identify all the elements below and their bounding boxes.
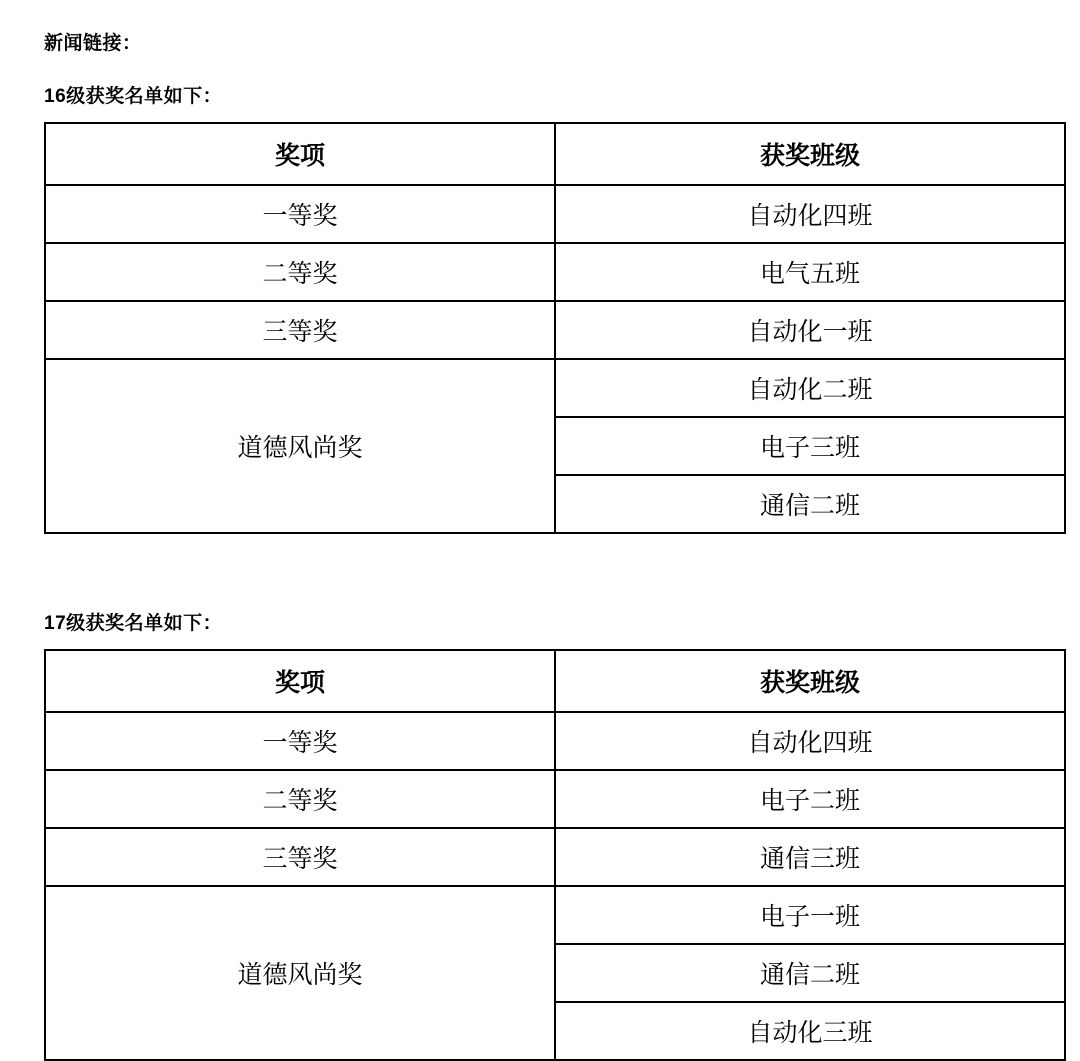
class-cell: 自动化四班	[555, 712, 1065, 770]
class-cell: 通信二班	[555, 944, 1065, 1002]
award-cell: 一等奖	[45, 185, 555, 243]
column-header-class: 获奖班级	[555, 650, 1065, 712]
table-row	[45, 185, 1065, 243]
table-row	[45, 828, 1065, 886]
section-title-17: 17级获奖名单如下：	[44, 613, 223, 634]
column-header-award: 奖项	[45, 123, 555, 185]
award-table-16	[44, 122, 1066, 534]
section-17	[44, 608, 1036, 1061]
table-row	[45, 359, 1065, 417]
table-row	[45, 770, 1065, 828]
class-cell: 自动化四班	[555, 185, 1065, 243]
class-cell: 电子一班	[555, 886, 1065, 944]
class-cell: 通信二班	[555, 475, 1065, 533]
class-cell: 通信三班	[555, 828, 1065, 886]
class-cell: 自动化二班	[555, 359, 1065, 417]
class-cell: 电气五班	[555, 243, 1065, 301]
table-row	[45, 886, 1065, 944]
award-cell: 道德风尚奖	[45, 886, 555, 1060]
table-header-row	[45, 123, 1065, 185]
award-cell: 二等奖	[45, 243, 555, 301]
award-cell: 一等奖	[45, 712, 555, 770]
award-cell: 三等奖	[45, 828, 555, 886]
column-header-award: 奖项	[45, 650, 555, 712]
award-table-17	[44, 649, 1066, 1061]
class-cell: 电子三班	[555, 417, 1065, 475]
table-header-row	[45, 650, 1065, 712]
table-row	[45, 243, 1065, 301]
table-row	[45, 712, 1065, 770]
column-header-class: 获奖班级	[555, 123, 1065, 185]
award-cell: 二等奖	[45, 770, 555, 828]
award-cell: 三等奖	[45, 301, 555, 359]
class-cell: 电子二班	[555, 770, 1065, 828]
class-cell: 自动化一班	[555, 301, 1065, 359]
lead-text: 新闻链接：	[44, 33, 142, 54]
section-spacer	[44, 534, 1036, 608]
table-row	[45, 301, 1065, 359]
section-16	[44, 81, 1036, 534]
section-title-16: 16级获奖名单如下：	[44, 86, 223, 107]
award-cell: 道德风尚奖	[45, 359, 555, 533]
class-cell: 自动化三班	[555, 1002, 1065, 1060]
